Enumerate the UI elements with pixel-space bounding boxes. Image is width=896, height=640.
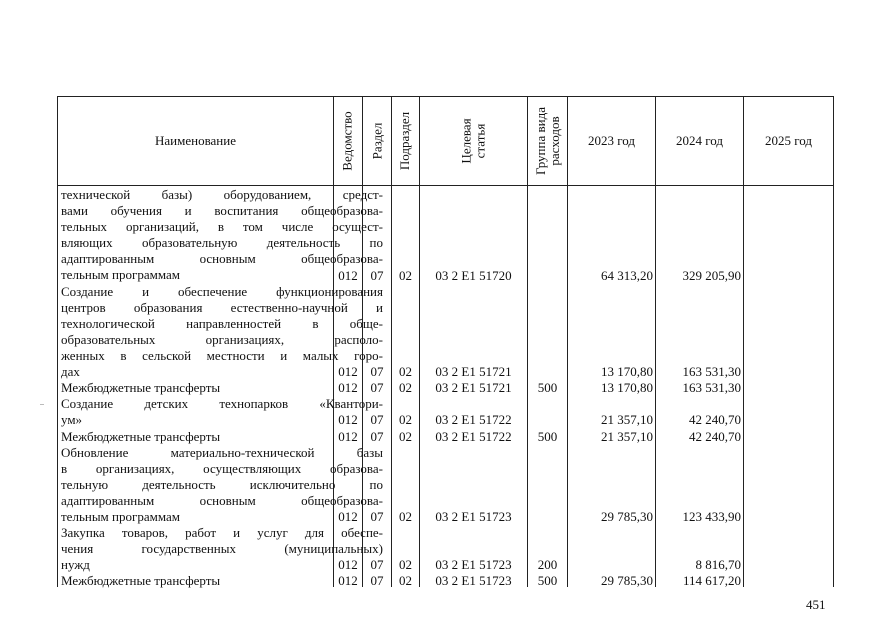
row-name-line: нужд bbox=[61, 557, 90, 573]
header-target bbox=[420, 97, 527, 185]
row-name-line: Межбюджетные трансферты bbox=[61, 380, 221, 396]
cell-subsection: 02 bbox=[399, 557, 412, 573]
cell-y2023: 29 785,30 bbox=[601, 573, 653, 589]
row-name-line: Закупка товаров, работ и услуг для обеспе- bbox=[61, 525, 383, 541]
cell-section: 07 bbox=[370, 509, 384, 524]
cell-exp: 200 bbox=[537, 557, 558, 573]
row-name-line: технической базы) оборудованием, средст- bbox=[61, 187, 383, 202]
header-subsection: Подраздел bbox=[397, 111, 413, 171]
header-name: Наименование bbox=[155, 133, 236, 148]
cell-section: 07 bbox=[370, 364, 384, 380]
row-name-line: Создание детских технопарков «Квантори- bbox=[61, 396, 383, 412]
row-name-line: дах bbox=[61, 364, 80, 380]
cell-section: 07 bbox=[370, 412, 384, 428]
cell-subsection: 02 bbox=[399, 364, 412, 380]
row-name-line: женных в сельской местности и малых горо- bbox=[61, 347, 383, 363]
cell-dept: 012 bbox=[338, 380, 358, 396]
row-name-line: в организациях, осуществляющих образова- bbox=[61, 460, 383, 476]
cell-subsection: 02 bbox=[399, 267, 412, 283]
row-name-line: тельным программам bbox=[61, 508, 180, 524]
header-target-line1: Целевая bbox=[458, 118, 474, 164]
page-number: 451 bbox=[806, 597, 826, 612]
row-name-line: центров образования естественно-научной и bbox=[61, 299, 383, 315]
row-name-line: вляющих образовательную деятельность по bbox=[61, 235, 383, 251]
cell-section: 07 bbox=[370, 573, 384, 589]
row-name-line: Создание и обеспечение функционирования bbox=[61, 283, 383, 299]
cell-y2024: 8 816,70 bbox=[695, 557, 741, 573]
cell-subsection: 02 bbox=[399, 428, 412, 444]
cell-y2023: 29 785,30 bbox=[601, 509, 653, 524]
cell-y2024: 42 240,70 bbox=[689, 428, 741, 444]
cell-dept: 012 bbox=[338, 412, 358, 428]
cell-dept: 012 bbox=[338, 428, 358, 444]
row-name-line: Межбюджетные трансферты bbox=[61, 428, 221, 444]
cell-dept: 012 bbox=[338, 557, 358, 573]
col-border bbox=[833, 96, 834, 587]
row-name-line: тельную деятельность исключительно по bbox=[61, 476, 383, 492]
row-name-line: Обновление материально-технической базы bbox=[61, 444, 383, 460]
header-2023: 2023 год bbox=[588, 133, 635, 148]
cell-y2024: 163 531,30 bbox=[682, 380, 741, 396]
cell-subsection: 02 bbox=[399, 573, 412, 589]
header-bottom-border bbox=[57, 185, 833, 186]
cell-y2023: 64 313,20 bbox=[601, 267, 653, 283]
row-name-line: ум» bbox=[61, 412, 83, 428]
cell-target: 03 2 E1 51723 bbox=[435, 509, 512, 524]
cell-y2023: 21 357,10 bbox=[601, 412, 653, 428]
cell-dept: 012 bbox=[338, 267, 358, 283]
cell-y2024: 123 433,90 bbox=[682, 509, 741, 524]
cell-subsection: 02 bbox=[399, 509, 412, 524]
cell-section: 07 bbox=[370, 428, 384, 444]
cell-exp: 500 bbox=[537, 380, 558, 396]
cell-y2024: 163 531,30 bbox=[682, 364, 741, 380]
row-name-line: адаптированным основным общеобразова- bbox=[61, 492, 383, 508]
cell-target: 03 2 E1 51721 bbox=[435, 380, 512, 396]
row-name-line: тельных организаций, в том числе осущест- bbox=[61, 219, 383, 235]
cell-y2024: 329 205,90 bbox=[682, 267, 741, 283]
row-name-line: образовательных организациях, располо- bbox=[61, 331, 383, 347]
header-2025: 2025 год bbox=[765, 133, 812, 148]
cell-y2024: 114 617,20 bbox=[682, 573, 741, 589]
cell-y2024: 42 240,70 bbox=[689, 412, 741, 428]
cell-target: 03 2 E1 51722 bbox=[435, 412, 512, 428]
cell-dept: 012 bbox=[338, 509, 358, 524]
cell-dept: 012 bbox=[338, 573, 358, 589]
row-name-line: чения государственных (муниципальных) bbox=[61, 541, 383, 557]
row-name-line: тельным программам bbox=[61, 267, 180, 283]
row-name-line: адаптированным основным общеобразова- bbox=[61, 251, 383, 267]
cell-y2023: 13 170,80 bbox=[601, 380, 653, 396]
cell-exp: 500 bbox=[537, 428, 558, 444]
header-2024: 2024 год bbox=[676, 133, 723, 148]
header-target-line2: статья bbox=[472, 123, 488, 159]
scan-mark bbox=[40, 404, 44, 405]
cell-y2023: 21 357,10 bbox=[601, 428, 653, 444]
cell-target: 03 2 E1 51721 bbox=[435, 364, 512, 380]
row-name-line: вами обучения и воспитания общеобразова- bbox=[61, 203, 383, 219]
cell-y2023: 13 170,80 bbox=[601, 364, 653, 380]
row-name-line: технологической направленностей в обще- bbox=[61, 315, 383, 331]
cell-target: 03 2 E1 51722 bbox=[435, 428, 512, 444]
cell-section: 07 bbox=[370, 267, 384, 283]
header-exp-line1: Группа вида bbox=[532, 107, 548, 175]
cell-section: 07 bbox=[370, 557, 384, 573]
row-name-line: Межбюджетные трансферты bbox=[61, 573, 221, 589]
cell-dept: 012 bbox=[338, 364, 358, 380]
header-dept: Ведомство bbox=[340, 111, 355, 171]
cell-section: 07 bbox=[370, 380, 384, 396]
cell-target: 03 2 E1 51720 bbox=[435, 267, 512, 283]
cell-exp: 500 bbox=[537, 573, 558, 589]
cell-subsection: 02 bbox=[399, 380, 412, 396]
header-exp-line2: расходов bbox=[546, 116, 562, 166]
cell-subsection: 02 bbox=[399, 412, 412, 428]
cell-target: 03 2 E1 51723 bbox=[435, 573, 512, 589]
cell-target: 03 2 E1 51723 bbox=[435, 557, 512, 573]
header-section: Раздел bbox=[369, 122, 384, 160]
header-exp-group bbox=[528, 97, 567, 185]
